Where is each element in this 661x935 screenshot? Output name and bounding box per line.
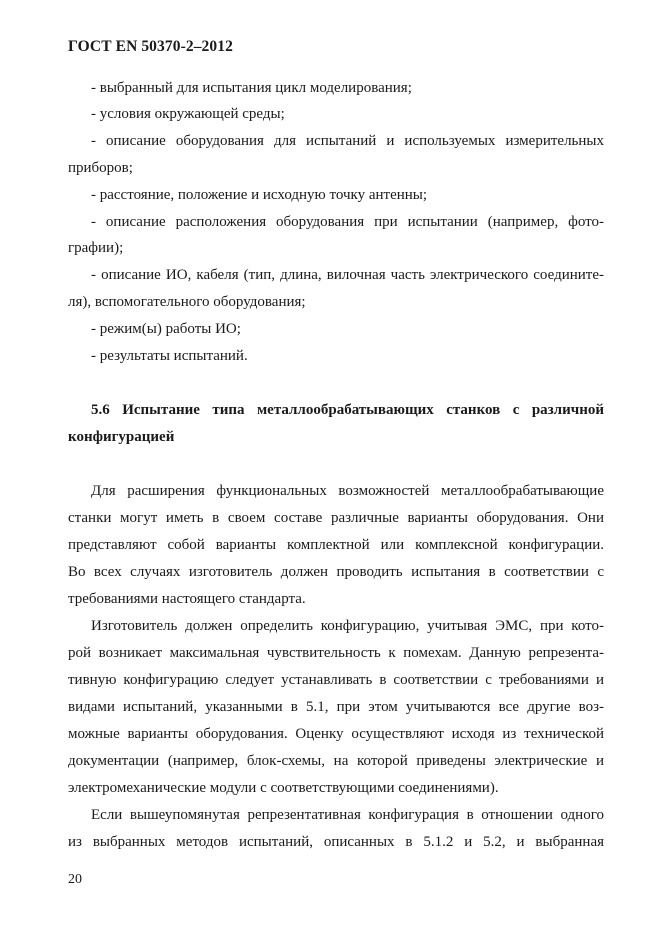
paragraph-line: электромеханические модули с соответствующими соединениями).	[68, 780, 499, 796]
list-item: - результаты испытаний.	[91, 348, 248, 364]
paragraph-line: документации (например, блок-схемы, на которой приведены электрические и	[68, 753, 604, 769]
list-item-continuation: графии);	[68, 240, 124, 256]
paragraph-line: требованиями настоящего стандарта.	[68, 591, 306, 607]
list-item: - описание оборудования для испытаний и используемых измерительных	[91, 133, 604, 149]
paragraph-line: рой возникает максимальная чувствительность к помехам. Данную репрезента-	[68, 645, 604, 661]
list-item: - описание расположения оборудования при испытании (например, фото-	[91, 214, 604, 230]
page-number: 20	[68, 872, 82, 887]
section-heading-continuation: конфигурацией	[68, 429, 175, 445]
list-item: - выбранный для испытания цикл моделирования;	[91, 80, 412, 96]
list-item: - условия окружающей среды;	[91, 106, 285, 122]
list-item: - расстояние, положение и исходную точку антенны;	[91, 187, 428, 203]
paragraph-line: Изготовитель должен определить конфигурацию, учитывая ЭМС, при кото-	[91, 618, 604, 634]
list-item: - режим(ы) работы ИО;	[91, 321, 241, 337]
paragraph-line: Во всех случаях изготовитель должен проводить испытания в соответствии с	[68, 564, 604, 580]
list-item: - описание ИО, кабеля (тип, длина, вилочная часть электрического соедините-	[91, 267, 604, 283]
paragraph-line: Если вышеупомянутая репрезентативная конфигурация в отношении одного	[91, 807, 604, 823]
paragraph-line: Для расширения функциональных возможностей металлообрабатывающие	[91, 483, 604, 499]
paragraph-line: представляют собой варианты комплектной или комплексной конфигурации.	[68, 537, 604, 553]
paragraph-line: можные варианты оборудования. Оценку осуществляют исходя из технической	[68, 726, 604, 742]
list-item-continuation: приборов;	[68, 160, 133, 176]
section-heading: 5.6 Испытание типа металлообрабатывающих станков с различной	[91, 402, 604, 418]
paragraph-line: из выбранных методов испытаний, описанных в 5.1.2 и 5.2, и выбранная	[68, 834, 604, 850]
paragraph-line: станки могут иметь в своем составе различные варианты оборудования. Они	[68, 510, 604, 526]
paragraph-line: видами испытаний, указанными в 5.1, при этом учитываются все другие воз-	[68, 699, 604, 715]
paragraph-line: тивную конфигурацию следует устанавливать в соответствии с требованиями и	[68, 672, 604, 688]
page-header: ГОСТ EN 50370-2–2012	[68, 38, 233, 55]
list-item-continuation: ля), вспомогательного оборудования;	[68, 294, 306, 310]
